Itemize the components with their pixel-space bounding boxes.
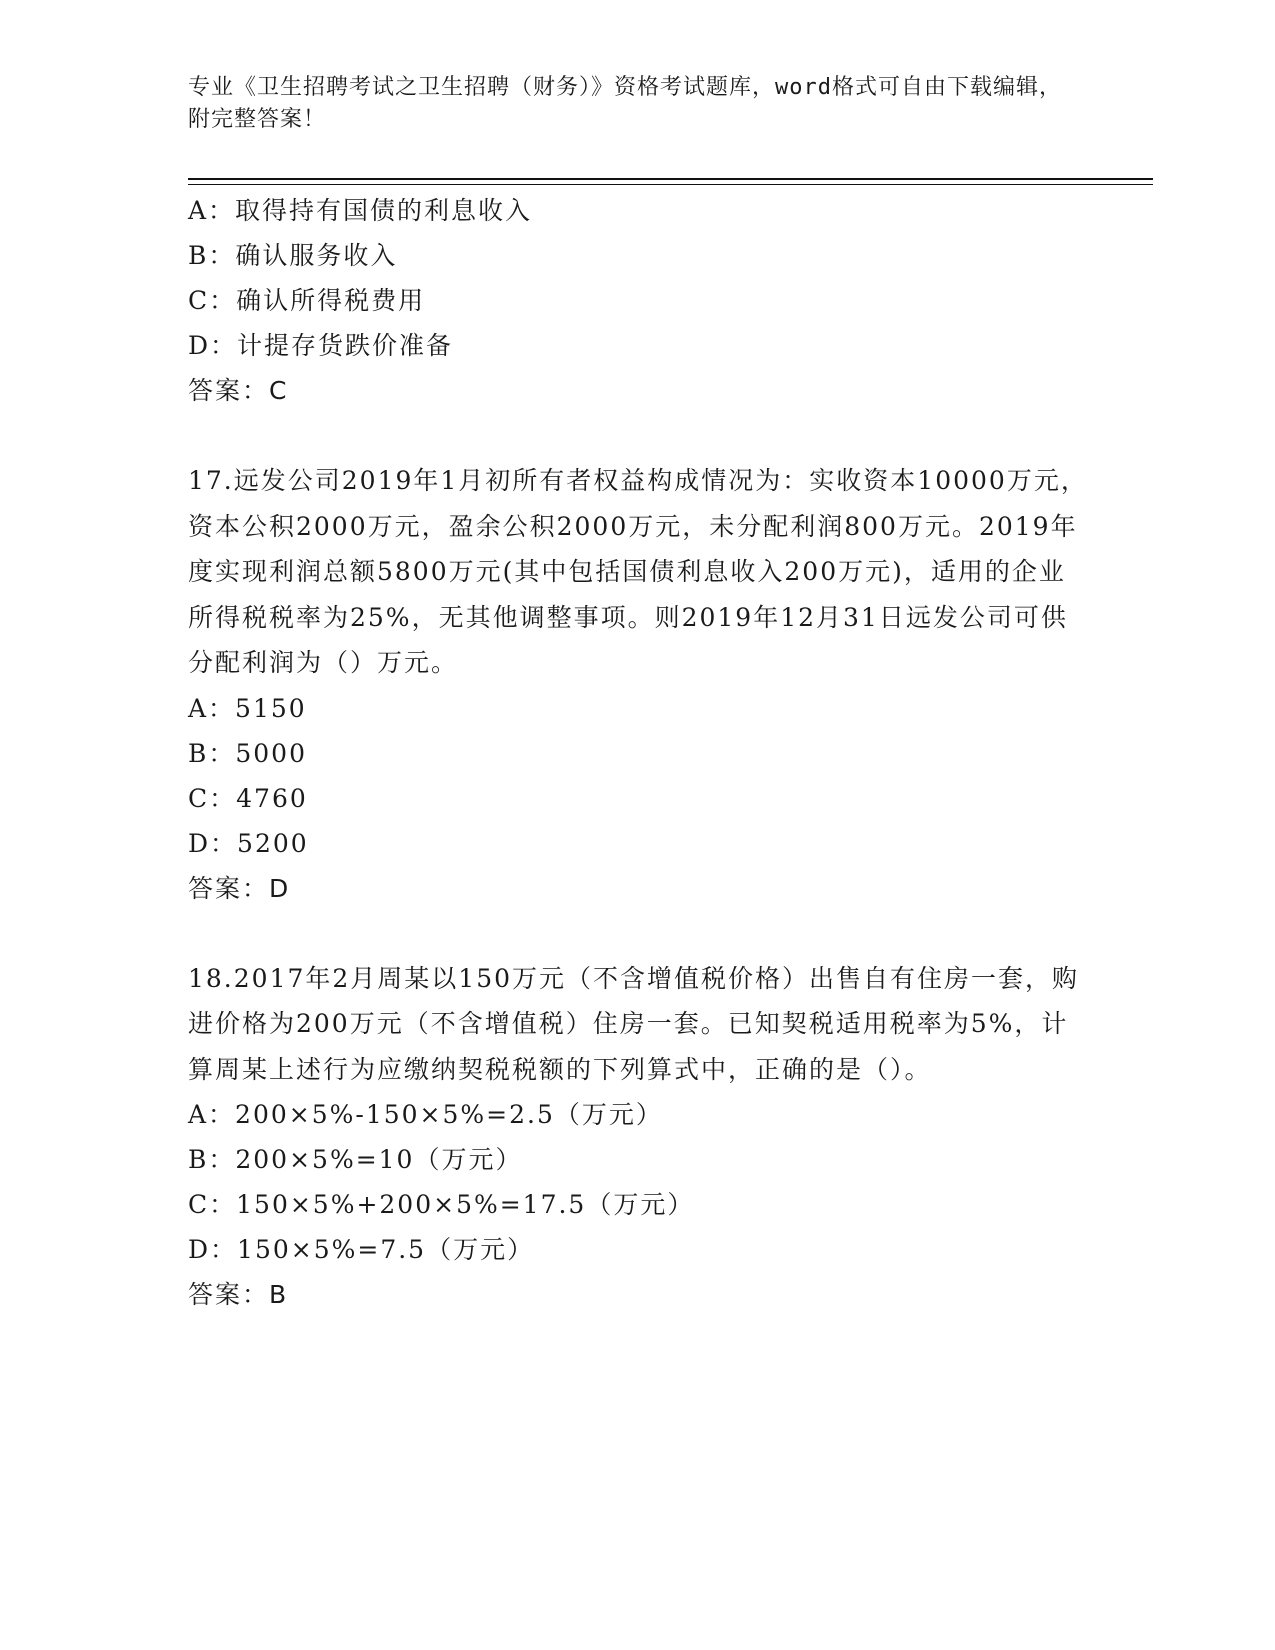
option-d: D：150×5%=7.5（万元） — [188, 1235, 535, 1264]
answer-label: 答案：C — [188, 376, 289, 405]
page-header: 专业《卫生招聘考试之卫生招聘（财务）》资格考试题库，word格式可自由下载编辑，附完整答案！ — [188, 75, 1062, 132]
prev-question-block — [188, 188, 1088, 413]
option-d: D：计提存货跌价准备 — [188, 331, 454, 360]
option-c: C：确认所得税费用 — [188, 286, 426, 315]
question-18-stem: 18.2017年2月周某以150万元（不含增值税价格）出售自有住房一套，购进价格为200万元（不含增值税）住房一套。已知契税适用税率为5%，计算周某上述行为应缴纳契税税额的下列算式中，正确的是（）。 — [188, 963, 1080, 1084]
option-d: D：5200 — [188, 828, 309, 858]
header-divider-thick — [188, 178, 1153, 180]
option-a: A：取得持有国债的利息收入 — [188, 196, 533, 225]
option-c: C：4760 — [188, 783, 308, 813]
question-18-block — [188, 956, 1088, 1318]
question-17-stem: 17.远发公司2019年1月初所有者权益构成情况为：实收资本10000万元，资本公积2000万元，盈余公积2000万元，未分配利润800万元。2019年度实现利润总额5800万元(其中包括国债利息收入200万元)，适用的企业所得税税率为25%，无其他调整事项。则2019年12月31日远发公司可供分配利润为（）万元。 — [188, 466, 1088, 677]
option-b: B：200×5%=10（万元） — [188, 1145, 523, 1174]
option-b: B：确认服务收入 — [188, 241, 398, 270]
option-b: B：5000 — [188, 738, 307, 768]
spacer — [188, 413, 1088, 458]
option-c: C：150×5%+200×5%=17.5（万元） — [188, 1190, 695, 1219]
header-divider-thin — [188, 184, 1153, 185]
question-content — [188, 188, 1088, 1317]
answer-label: 答案：B — [188, 1280, 289, 1309]
option-a: A：5150 — [188, 693, 307, 723]
answer-label: 答案：D — [188, 873, 291, 903]
question-17-block — [188, 458, 1088, 911]
spacer — [188, 911, 1088, 956]
option-a: A：200×5%-150×5%=2.5（万元） — [188, 1100, 663, 1129]
